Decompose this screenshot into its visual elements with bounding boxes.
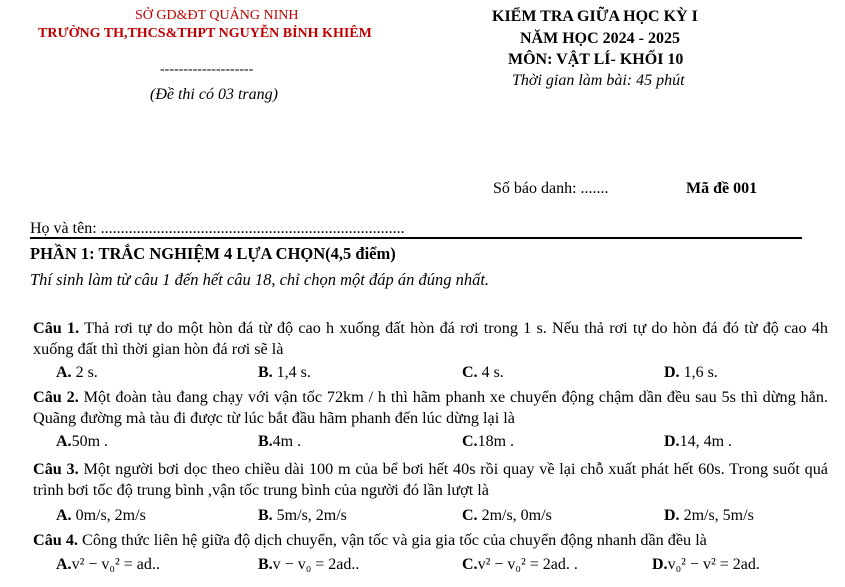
question-2 [33,387,828,429]
part1-title: PHẦN 1: TRẮC NGHIỆM 4 LỰA CHỌN(4,5 điểm) [30,244,396,263]
option-c[interactable]: C. 4 s. [462,364,504,381]
question-1 [33,318,828,360]
option-a[interactable]: A.50m . [56,433,109,450]
section-rule [30,237,802,239]
option-d[interactable]: D. 1,6 s. [664,364,718,381]
question-label: Câu 4. [33,531,78,549]
school-year: NĂM HỌC 2024 - 2025 [520,30,680,47]
question-text: Thả rơi tự do một hòn đá từ độ cao h xuống đất hòn đá rơi trong 1 s. Nếu thả rơi tự do hòn đá đó từ độ cao 4h xuống đất thì thời gian hòn đá rơi sẽ là [33,319,828,358]
option-c[interactable]: C. 2m/s, 0m/s [462,507,552,524]
subject: MÔN: VẬT LÍ- KHỐI 10 [508,51,684,68]
question-text: Công thức liên hệ giữa độ dịch chuyển, vận tốc và gia gia tốc của chuyển động nhanh dần đều là [77,531,707,549]
option-a[interactable]: A. 2 s. [56,364,98,381]
option-a[interactable]: A. 0m/s, 2m/s [56,507,146,524]
header-divider: -------------------- [160,62,254,77]
option-b[interactable]: B. 1,4 s. [258,364,311,381]
school-name: TRƯỜNG TH,THCS&THPT NGUYỄN BỈNH KHIÊM [38,26,372,41]
question-4 [33,530,828,551]
option-b[interactable]: B. 5m/s, 2m/s [258,507,347,524]
candidate-name-label: Họ và tên: ............................................................................ [30,220,405,237]
question-3 [33,459,828,501]
option-b[interactable]: B.4m . [258,433,302,450]
duration: Thời gian làm bài: 45 phút [512,72,685,89]
exam-code: Mã đề 001 [686,180,758,197]
option-c[interactable]: C.18m . [462,433,515,450]
option-a[interactable]: A.v² − v₀² = ad.. [56,556,160,573]
question-label: Câu 1. [33,319,80,337]
exam-title: KIỂM TRA GIỮA HỌC KỲ I [492,8,698,25]
part1-instruction: Thí sinh làm từ câu 1 đến hết câu 18, chỉ chọn một đáp án đúng nhất. [30,270,490,289]
option-c[interactable]: C.v² − v₀² = 2ad. . [462,556,578,573]
option-d[interactable]: D. 2m/s, 5m/s [664,507,754,524]
question-label: Câu 3. [33,460,79,478]
option-d[interactable]: D.14, 4m . [664,433,733,450]
question-label: Câu 2. [33,388,79,406]
pages-note: (Đề thi có 03 trang) [150,86,278,103]
question-text: Một người bơi dọc theo chiều dài 100 m của bể bơi hết 40s rồi quay về lại chỗ xuất phát hết 60s. Trong suốt quá trình bơi tốc độ trung bình ,vận tốc trung bình của người đó lần lượt là [33,460,828,499]
department-name: SỞ GD&ĐT QUẢNG NINH [135,8,299,23]
option-b[interactable]: B.v − v₀ = 2ad.. [258,556,360,573]
question-text: Một đoàn tàu đang chạy với vận tốc 72km / h thì hãm phanh xe chuyển động chậm dần đều sau 5s thì dừng hẳn. Quãng đường mà tàu đi được từ lúc bắt đầu hãm phanh đến lúc dừng lại là [33,388,828,427]
candidate-id-label: Số báo danh: ....... [493,180,609,197]
option-d[interactable]: D.v₀² − v² = 2ad. [652,556,760,573]
